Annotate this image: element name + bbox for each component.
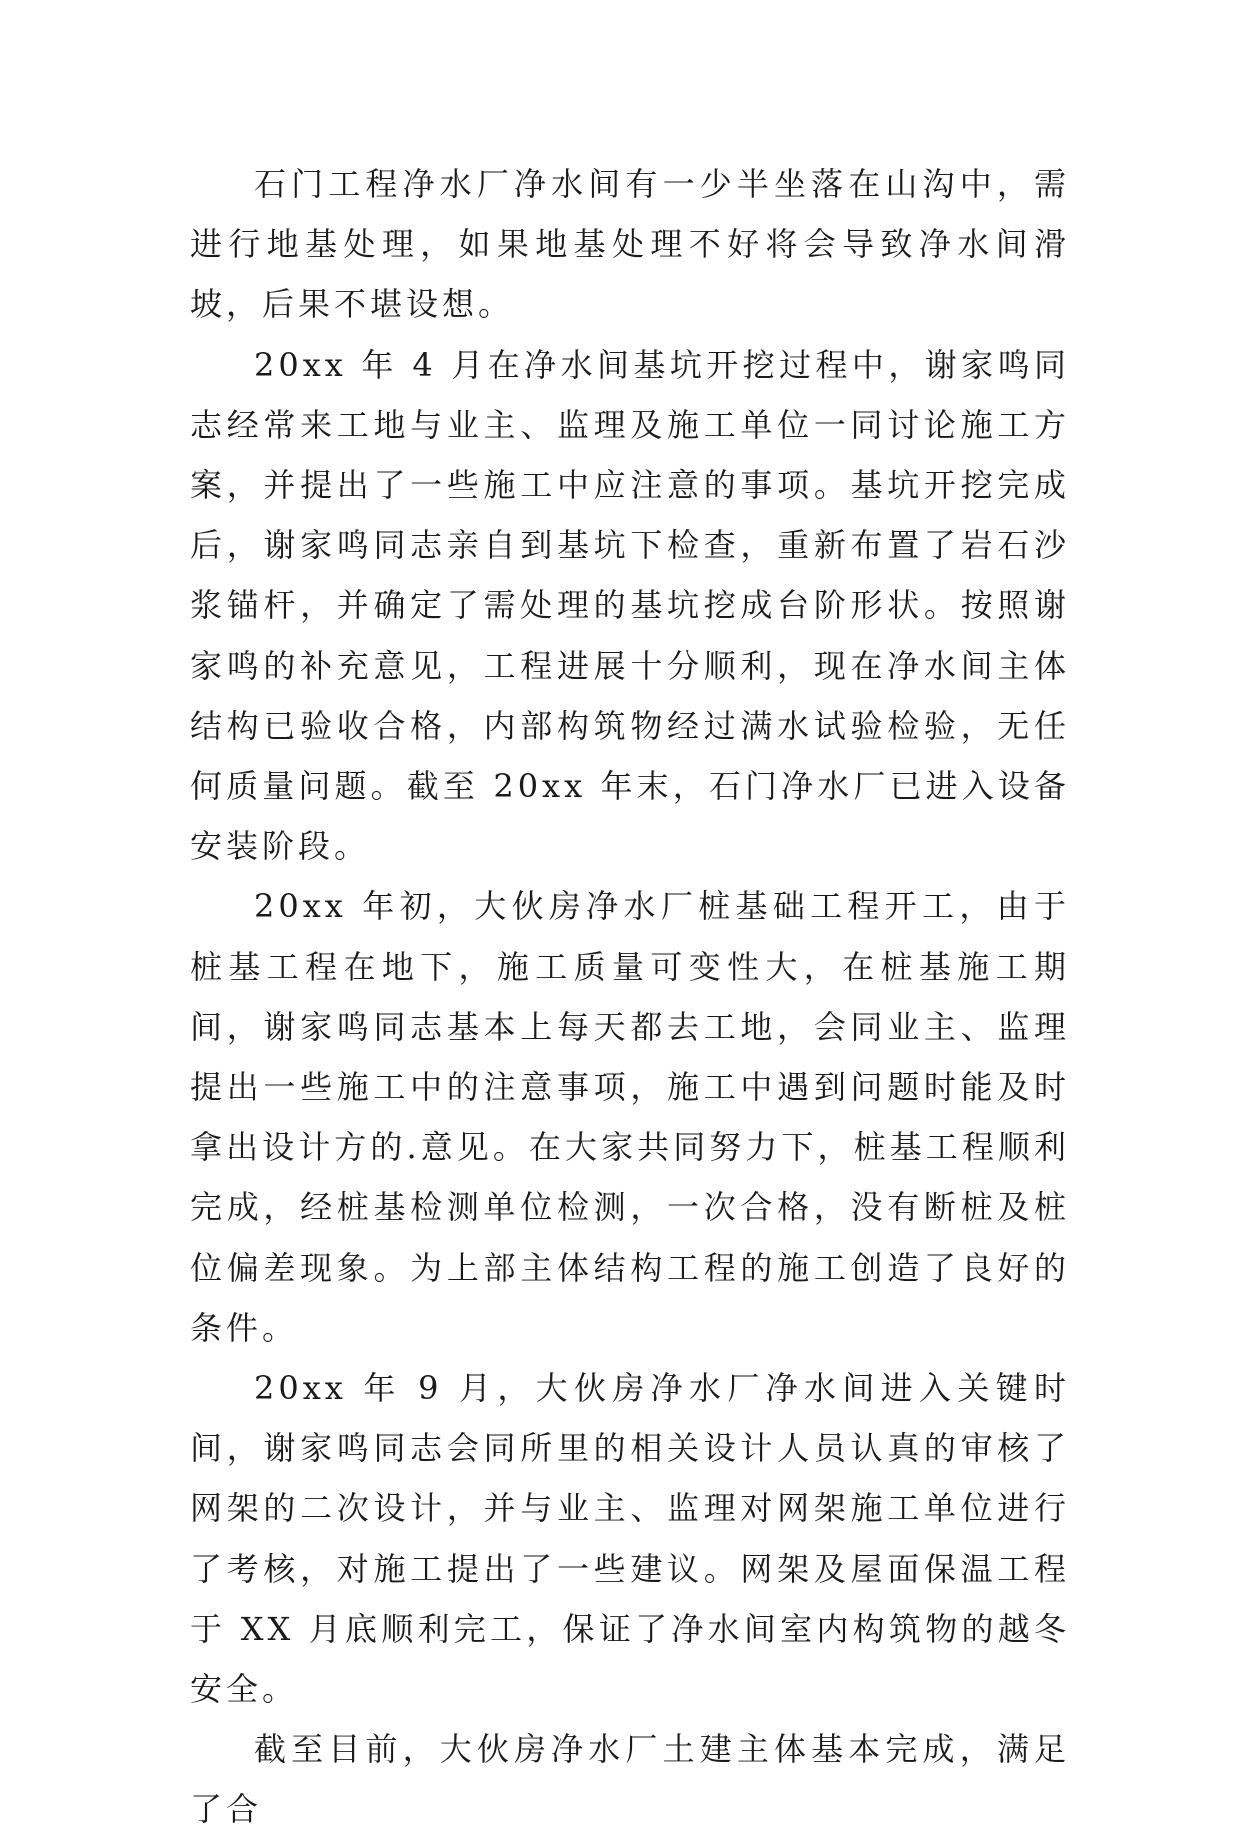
paragraph-dahuofang-piles: 20xx 年初，大伙房净水厂桩基础工程开工，由于桩基工程在地下，施工质量可变性大，在桩基施工期间，谢家鸣同志基本上每天都去工地，会同业主、监理提出一些施工中的注意事项，施工中遇到问题时能及时拿出设计方的.意见。在大家共同努力下，桩基工程顺利完成，经桩基检测单位检测，一次合格，没有断桩及桩位偏差现象。为上部主体结构工程的施工创造了良好的条件。 bbox=[190, 887, 1070, 1347]
paragraph-current-status: 截至目前，大伙房净水厂土建主体基本完成，满足了合 bbox=[190, 1730, 1070, 1829]
paragraph-shimen-foundation: 石门工程净水厂净水间有一少半坐落在山沟中，需进行地基处理，如果地基处理不好将会导致净水间滑坡，后果不堪设想。 bbox=[190, 165, 1070, 324]
paragraph-shimen-excavation: 20xx 年 4 月在净水间基坑开挖过程中，谢家鸣同志经常来工地与业主、监理及施工单位一同讨论施工方案，并提出了一些施工中应注意的事项。基坑开挖完成后，谢家鸣同志亲自到基坑下检查，重新布置了岩石沙浆锚杆，并确定了需处理的基坑挖成台阶形状。按照谢家鸣的补充意见，工程进展十分顺利，现在净水间主体结构已验收合格，内部构筑物经过满水试验检验，无任何质量问题。截至 20xx 年末，石门净水厂已进入设备安装阶段。 bbox=[190, 345, 1070, 866]
paragraph-dahuofang-space-frame: 20xx 年 9 月，大伙房净水厂净水间进入关键时间，谢家鸣同志会同所里的相关设计人员认真的审核了网架的二次设计，并与业主、监理对网架施工单位进行了考核，对施工提出了一些建议。网架及屋面保温工程于 XX 月底顺利完工，保证了净水间室内构筑物的越冬安全。 bbox=[190, 1369, 1070, 1709]
document-body bbox=[190, 154, 1070, 1840]
